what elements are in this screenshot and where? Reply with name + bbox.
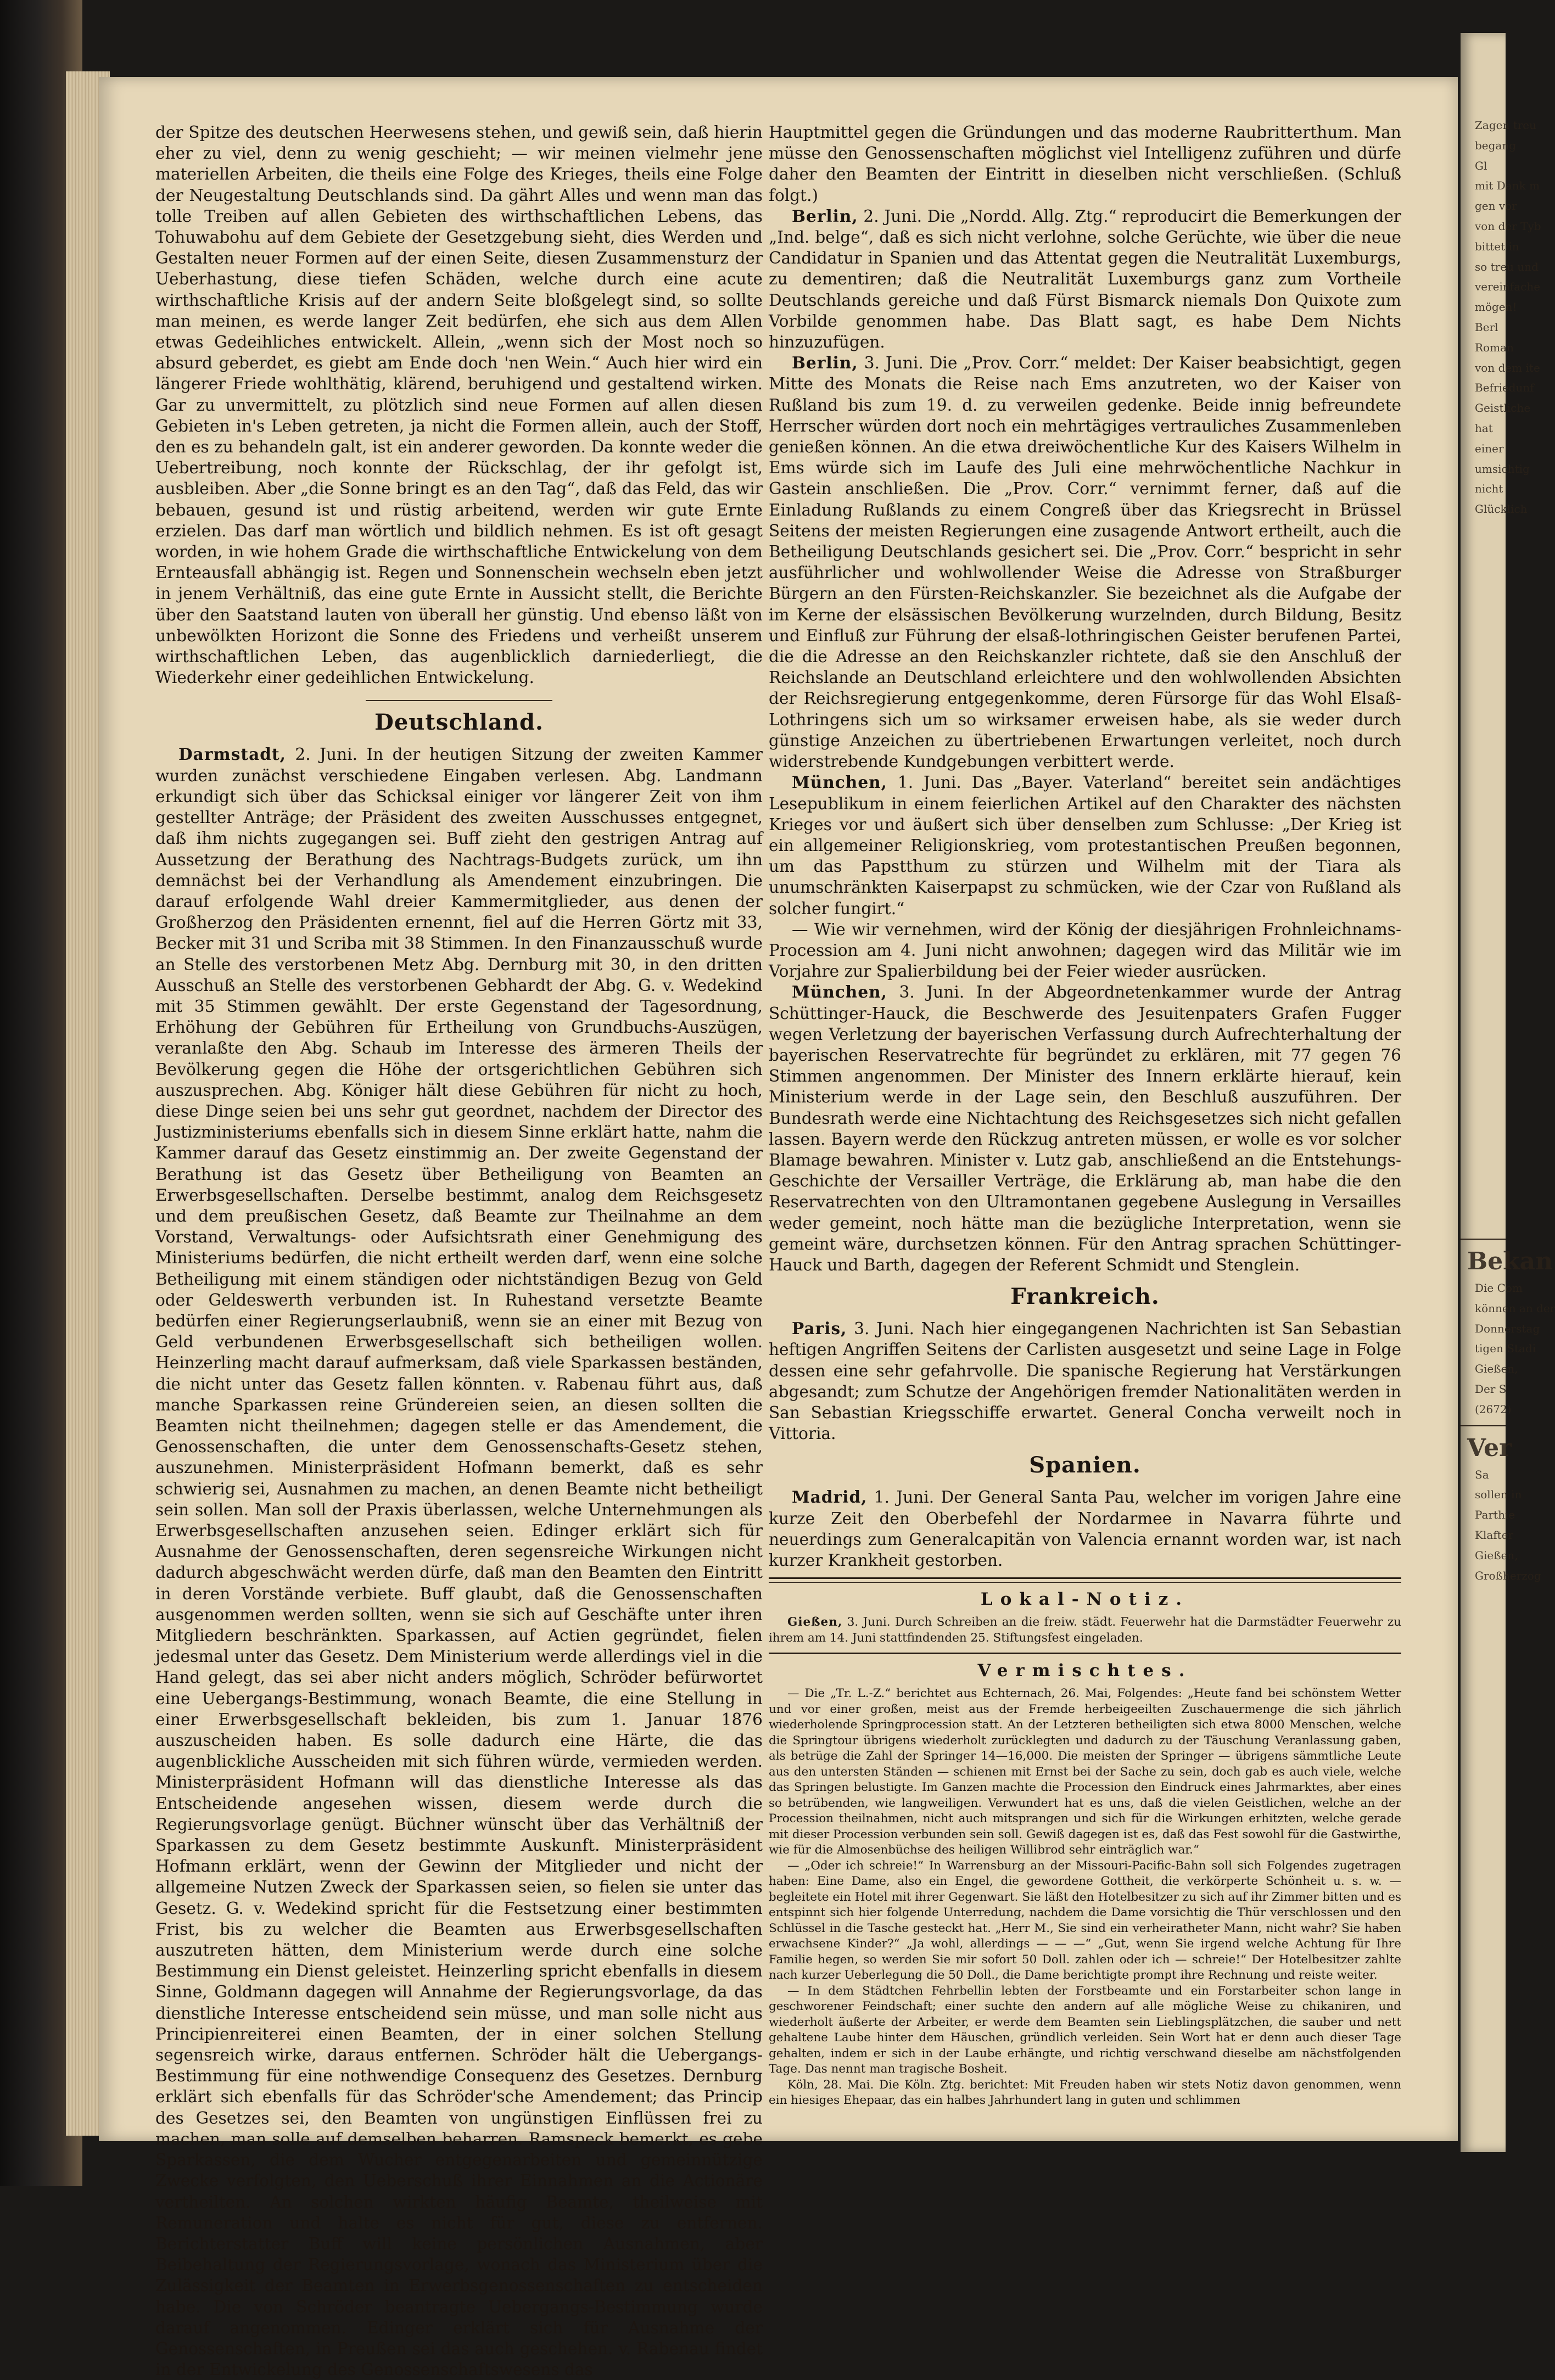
fragment-line: hat: [1475, 421, 1493, 435]
article-text: 3. Juni. In der Abgeordnetenkammer wurde der Antrag Schüttinger-Hauck, die Beschwerde des Jesuitenpaters Grafen Fugger wegen Verletzung der bayerischen Verfassung durch Aufrechterhaltung der bayerischen Reservatrechte für begründet zu erklären, mit 77 gegen 76 Stimmen angenommen. Der Minister des Innern erklärte hierauf, kein Ministerium werde in der Lage sein, den Beschluß auszuführen. Der Bundesrath werde eine Nichtachtung des Reichsgesetzes sich nicht gefallen lassen. Bayern werde den Rückzug antreten müssen, er wolle es vor solcher Blamage bewahren. Minister v. Lutz gab, anschließend an die Entstehungs-Geschichte der Versailler Verträge, die Erklärung ab, man habe die den Reservatrechten von den Ultramontanen gegebene Auslegung in Versailles weder gemeint, noch hätte man die bezügliche Interpretation, wenn sie gemeint wäre, durchsetzen können. Für den Antrag sprachen Schüttinger-Hauck und Barth, dagegen der Referent Schmidt und Stenglein.: [769, 983, 1401, 1274]
fragment-line: (2672): [1475, 1402, 1512, 1416]
fragment-line: können an der: [1475, 1301, 1555, 1315]
fragment-line: vereinfache: [1475, 280, 1541, 294]
fragment-line: einer: [1475, 441, 1504, 455]
article-text: 3. Juni. Die „Prov. Corr.“ meldet: Der Kaiser beabsichtigt, gegen Mitte des Monats die Reise nach Ems anzutreten, wo der Kaiser von Rußland bis zum 19. d. zu verweilen gedenke. Beide innig befreundete Herrscher würden dort noch ein mehrtägiges vertrauliches Zusammenleben genießen können. An die etwa dreiwöchentliche Kur des Kaisers Wilhelm in Ems würde sich im Laufe des Juli eine mehrwöchentliche Nachkur in Gastein anschließen. Die „Prov. Corr.“ vernimmt ferner, daß auf die Einladung Rußlands zu einem Congreß über das Kriegsrecht in Brüssel Seitens der meisten Regierungen eine zusagende Antwort ertheilt, auch die Betheiligung Deutschlands gesichert sei. Die „Prov. Corr.“ bespricht in sehr ausführlicher und wohlwollender Weise die Adresse von Straßburger Bürgern an den Fürsten-Reichskanzler. Sie bezeichnet als die Aufgabe der im Kerne der elsässischen Bevölkerung wurzelnden, durch Bildung, Besitz und Einfluß zur Führung der elsaß-lothringischen Geister berufenen Partei, die die Adresse an den Reichskanzler richtete, daß sie den Anschluß der Reichslande an Deutschland erleichtere und den wohlwollenden Absichten der Reichsregierung entgegenkomme, deren Fürsorge für das Wohl Elsaß-Lothringens sich um so wirksamer erweisen habe, als sie weder durch günstige Anzeichen zu übertriebenen Erwartungen verleitet, noch durch widerstrebende Kundgebungen verbittert werde.: [769, 354, 1401, 771]
section-heading-vermischtes: Vermischtes.: [977, 1661, 1193, 1681]
divider: [366, 700, 552, 701]
fragment-line: Die Com: [1475, 1281, 1523, 1295]
fragment-line: bittet in: [1475, 239, 1519, 253]
article-darmstadt: [155, 744, 763, 2380]
fragment-line: Der S: [1475, 1382, 1507, 1396]
fragment-line: Gießen,: [1475, 1362, 1518, 1376]
local-news: [769, 1615, 1401, 1646]
fragment-line: Befriedunf: [1475, 381, 1534, 395]
fragment-line: so treu und: [1475, 260, 1539, 273]
fragment-line: von der Tyb: [1475, 219, 1541, 233]
miscellaneous-news: [769, 1686, 1401, 2109]
intro-paragraph: der Spitze des deutschen Heerwesens stehen, und gewiß sein, daß hierin eher zu viel, denn zu wenig geschieht; — wir meinen vielmehr jene materiellen Arbeiten, die theils eine Folge des Krieges, theils eine Folge der Neugestaltung Deutschlands sind. Da gährt Alles und wenn man das tolle Treiben auf allen Gebieten des wirthschaftlichen Lebens, das Tohuwabohu auf dem Gebiete der Gesetzgebung sieht, dies Werden und Gestalten neuer Formen auf der einen Seite, diesen Zusammensturz der Ueberhastung, diese tiefen Schäden, welche durch eine acute wirthschaftliche Krisis auf der andern Seite bloßgelegt sind, so sollte man meinen, es werde langer Zeit bedürfen, ehe sich aus dem Allen etwas Gedeihliches entwickelt. Allein, „wenn sich der Most noch so absurd geberdet, es giebt am Ende doch 'nen Wein.“ Auch hier wird ein längerer Friede wohlthätig, klärend, beruhigend und gestaltend wirken. Gar zu unvermittelt, zu plötzlich sind neue Formen auf allen diesen Gebieten in's Leben getreten, ja nicht die Formen allein, auch der Stoff, den es zu behandeln galt, ist ein anderer geworden. Da konnte weder die Uebertreibung, noch konnte der Rückschlag, der ihr gefolgt ist, ausbleiben. Aber „die Sonne bringt es an den Tag“, daß das Feld, das wir bebauen, gesund ist und rüstig arbeitend, werden wir gute Ernte erzielen. Das darf man wörtlich und bildlich nehmen. Es ist oft gesagt worden, in wie hohem Grade die wirthschaftliche Entwickelung von dem Ernteausfall abhängig ist. Regen und Sonnenschein wechseln eben jetzt in jenem Verhältniß, das eine gute Ernte in Aussicht stellt, die Berichte über den Saatstand lauten von überall her günstig. Und ebenso läßt von unbewölkten Horizont die Sonne des Friedens und verheißt unserem wirthschaftlichen Leben, das augenblicklich darniederliegt, die Wiederkehr einer gedeihlichen Entwickelung.: [155, 123, 763, 687]
article-text: 3. Juni. Durch Schreiben an die freiw. städt. Feuerwehr hat die Darmstädter Feuerwehr zu ihrem am 14. Juni stattfindenden 25. Stiftungsfest eingeladen.: [769, 1615, 1401, 1645]
dateline: Gießen,: [787, 1615, 843, 1629]
misc-item: — Die „Tr. L.-Z.“ berichtet aus Echternach, 26. Mai, Folgendes: „Heute fand bei schönstem Wetter und vor einer großen, meist aus der Fremde herbeigeeilten Zuschauermenge die sich jährlich wiederholende Springprocession statt. An der Letzteren betheiligten sich etwa 8000 Menschen, welche die Springtour übrigens wiederholt zurücklegten und dadurch zu der Täuschung Veranlassung gaben, als betrüge die Zahl der Springer 14—16,000. Die meisten der Springer — übrigens sämmtliche Leute aus den untersten Ständen — schienen mit Ernst bei der Sache zu sein, doch gab es auch viele, welche das Springen belustigte. Im Ganzen machte die Procession den Eindruck eines Jahrmarktes, aber eines so betrübenden, wie langweiligen. Verwundert hat es uns, daß die vielen Geistlichen, welche an der Procession theilnahmen, nicht auch mitsprangen und sich für die Wirkungen erhitzten, welche gerade mit dieser Procession verbunden sein soll. Gewiß dagegen ist es, daß das Fest sowohl für die Gastwirthe, wie für die Almosenbüchse des heiligen Willibrod sehr einträglich war.“: [769, 1687, 1401, 1857]
adjacent-page-fragment: [1461, 33, 1555, 2152]
fragment-line: Geistliche: [1475, 401, 1531, 415]
dateline: Berlin,: [792, 206, 858, 226]
fragment-heading: Ver: [1467, 1433, 1512, 1462]
divider: [1461, 1239, 1506, 1240]
fragment-line: Berl: [1475, 320, 1498, 334]
dateline: München,: [792, 982, 887, 1002]
dateline: München,: [792, 772, 887, 792]
article-muenchen-1: [769, 772, 1401, 919]
article-berlin-2: [769, 352, 1401, 772]
article-madrid: [769, 1487, 1401, 1571]
article-text: 1. Juni. Der General Santa Pau, welcher im vorigen Jahre eine kurze Zeit den Oberbefehl der Nordarmee in Navarra führte und neuerdings zum Generalcapitän von Valencia ernannt worden war, ist nach kurzer Krankheit gestorben.: [769, 1488, 1401, 1570]
fragment-line: begang: [1475, 138, 1517, 152]
fragment-line: gen vor: [1475, 199, 1517, 213]
fragment-line: Sa: [1475, 1468, 1489, 1481]
dateline: Madrid,: [792, 1487, 868, 1507]
fragment-line: Zagen treu: [1475, 119, 1537, 132]
divider: [1461, 1425, 1506, 1426]
misc-item: — In dem Städtchen Fehrbellin lebten der Forstbeamte und ein Forstarbeiter schon lange in geschworener Feindschaft; einer suchte den andern auf alle mögliche Weise zu chikaniren, und wiederholt äußerte der Arbeiter, er werde dem Beamten sein Lieblingsplätzchen, die sauber und nett gehaltene Laube hinter dem Häuschen, gründlich verleiden. Sein Wort hat er denn auch dieser Tage gehalten, indem er sich in der Laube erhängte, und richtig verschwand dieselbe am nächstfolgenden Tage. Das nennt man tragische Bosheit.: [769, 1984, 1401, 2076]
fragment-line: von dem ite: [1475, 361, 1540, 374]
right-column: [769, 122, 1401, 2109]
fragment-line: Parthie: [1475, 1508, 1515, 1522]
fragment-line: tigen Stadi: [1475, 1342, 1536, 1356]
article-muenchen-1-note: — Wie wir vernehmen, wird der König der diesjährigen Frohnleichnams-Procession am 4. Juni nicht anwohnen; dagegen wird das Militär wie im Vorjahre zur Spalierbildung bei der Feier wieder ausrücken.: [769, 920, 1401, 981]
fragment-line: Roman: [1475, 340, 1514, 354]
fragment-line: mit Dank m: [1475, 179, 1540, 193]
article-text: 2. Juni. In der heutigen Sitzung der zweiten Kammer wurden zunächst verschiedene Eingaben verlesen. Abg. Landmann erkundigt sich über das Schicksal einiger vor längerer Zeit von ihm gestellter Anträge; der Präsident des zweiten Ausschusses entgegnet, daß ihm nichts zugegangen sei. Buff zieht den gestrigen Antrag auf Aussetzung der Berathung des Nachtrags-Budgets zurück, um ihn demnächst bei der Verhandlung als Amendement einzubringen. Die darauf erfolgende Wahl dreier Kammermitglieder, aus denen der Großherzog den Präsidenten ernennt, fiel auf die Herren Görtz mit 33, Becker mit 31 und Scriba mit 38 Stimmen. In den Finanzausschuß wurde an Stelle des verstorbenen Metz Abg. Dernburg mit 30, in den dritten Ausschuß an Stelle des verstorbenen Gebhardt der Abg. G. v. Wedekind mit 35 Stimmen gewählt. Der erste Gegenstand der Tagesordnung, Erhöhung der Gebühren für Ertheilung von Grundbuchs-Auszügen, veranlaßte den Abg. Schaub im Interesse des ärmeren Theils der Bevölkerung gegen die Höhe der ortsgerichtlichen Gebühren sich auszusprechen. Abg. Königer hält diese Gebühren für nicht zu hoch, diese Dinge seien bei uns sehr gut geordnet, nachdem der Director des Justizministeriums ebenfalls sich in diesem Sinne erklärt hatte, nahm die Kammer darauf das Gesetz einstimmig an. Der zweite Gegenstand der Berathung ist das Gesetz über Betheiligung von Beamten an Erwerbsgesellschaften. Derselbe bestimmt, analog dem Reichsgesetz und dem preußischen Gesetz, daß Beamte zur Theilnahme an dem Vorstand, Verwaltungs- oder Aufsichtsrath einer Genehmigung des Ministeriums bedürfen, die nicht ertheilt werden darf, wenn eine solche Betheiligung mit einem ständigen oder nichtständigen Bezug von Geld oder Geldeswerth verbunden ist. In Ruhestand versetzte Beamte bedürfen einer Regierungserlaubniß, wenn sie an einer mit Bezug von Geld verbundenen Erwerbsgesellschaft sich betheiligen wollen. Heinzerling macht darauf aufmerksam, daß viele Sparkassen beständen, die nicht unter das Gesetz fallen könnten. v. Rabenau führt aus, daß manche Sparkassen reine Gründereien seien, an diesen sollten die Beamten nicht theilnehmen; dagegen stelle er das Amendement, die Genossenschaften, die unter dem Genossenschafts-Gesetz stehen, auszunehmen. Ministerpräsident Hofmann bemerkt, daß es sehr schwierig sei, Ausnahmen zu machen, an denen Beamte nicht betheiligt sein sollen. Man soll der Praxis überlassen, welche Unternehmungen als Erwerbsgesellschaften anzusehen seien. Edinger erklärt sich für Ausnahme der Genossenschaften, deren segensreiche Wirkungen nicht dadurch abgeschwächt werden dürfe, daß man den Beamten den Eintritt in deren Vorstände verbiete. Buff glaubt, daß die Genossenschaften ausgenommen werden sollten, wenn sie sich auf Geschäfte unter ihren Mitgliedern beschränkten. Sparkassen, auf Actien gegründet, fielen jedesmal unter das Gesetz. Dem Ministerium werde allerdings viel in die Hand gelegt, das sei aber nicht anders möglich, Schröder befürwortet eine Uebergangs-Bestimmung, wonach Beamte, die eine Stellung in einer Erwerbsgesellschaft bekleiden, bis zum 1. Januar 1876 auszuscheiden haben. Es solle dadurch eine Härte, die das augenblickliche Ausscheiden mit sich führen würde, vermieden werden. Ministerpräsident Hofmann will das dienstliche Interesse als das Entscheidende angesehen wissen, diesem werde durch die Regierungsvorlage genügt. Büchner wünscht über das Verhältniß der Sparkassen zu dem Gesetz bestimmte Auskunft. Ministerpräsident Hofmann erklärt, wenn der Gewinn der Mitglieder und nicht der allgemeine Nutzen Zweck der Sparkassen seien, so fielen sie unter das Gesetz. G. v. Wedekind spricht für die Festsetzung einer bestimmten Frist, bis zu welcher die Beamten aus Erwerbsgesellschaften auszutreten hätten, dem Ministerium werde durch eine solche Bestimmung ein Dienst geleistet. Heinzerling spricht ebenfalls in diesem Sinne, Goldmann dagegen will Annahme der Regierungsvorlage, da das dienstliche Interesse entscheidend sein müsse, und man solle nicht aus Principienreiterei einen Beamten, der in einer solchen Stellung segensreich wirke, daraus entfernen. Schröder hält die Uebergangs-Bestimmung für eine nothwendige Consequenz des Gesetzes. Dernburg erklärt sich ebenfalls für das Schröder'sche Amendement; das Princip des Gesetzes sei, den Beamten von ungünstigen Einflüssen frei zu machen, man solle auf demselben beharren. Ramspeck bemerkt, es gebe Sparkassen, die dem Wucher entgegenarbeiten und gemeinnützige Zwecke verfolgten, den Ueberschuß ihrer Einnahmen an die Actionäre vertheilten. An solchen wirkten häufig Beamte, theilweise mit Remuneration und halte es nicht für gut, diese zu entfernen. Berichterstatter Buff will keine persönlichen Ausnahmen, aber Beibehaltung der Regierungsvorlage, wonach das Ministerium über die Zulässigkeit der Beamten in Erwerbsgenossenschaften zu entscheiden habe. Die von Schröder beantragte Uebergangs-Bestimmung wurde darauf angenommen. Edinger erklärt sich für Ausnahme der Genossenschaften, in Preußen sei das auch geschehen. v. Rabenau findet in der Entwickelung des Genossenschaftswesens das: [155, 745, 763, 2379]
divider: [769, 1653, 1401, 1654]
divider: [769, 1582, 1401, 1583]
article-paris: [769, 1318, 1401, 1444]
fragment-line: nicht: [1475, 482, 1503, 496]
fragment-line: Donnerstag: [1475, 1321, 1540, 1335]
section-heading-spanien: Spanien.: [1029, 1452, 1141, 1479]
divider: [769, 1577, 1401, 1579]
dateline: Berlin,: [792, 353, 858, 373]
fragment-heading: Bekan: [1467, 1247, 1553, 1275]
continued-paragraph: Hauptmittel gegen die Gründungen und das moderne Raubritterthum. Man müsse den Genossenschaften möglichst viel Intelligenz zuführen und dürfe daher den Beamten der Eintritt in dieselben nicht verschließen. (Schluß folgt.): [769, 123, 1401, 205]
article-text: 1. Juni. Das „Bayer. Vaterland“ bereitet sein andächtiges Lesepublikum in einem feierlichen Artikel auf den Charakter des nächsten Krieges vor und äußert sich über denselben zum Schlusse: „Der Krieg ist ein allgemeiner Religionskrieg, vom protestantischen Preußen begonnen, um das Papstthum zu stürzen und Wilhelm mit der Tiara als unumschränkten Kaiserpapst zu schmücken, wie der Czar von Rußland als solcher fungirt.“: [769, 773, 1401, 918]
article-berlin-1: [769, 206, 1401, 352]
dateline: Darmstadt,: [178, 744, 286, 764]
article-giessen: [769, 1615, 1401, 1646]
dateline: Paris,: [792, 1319, 847, 1339]
section-heading-deutschland: Deutschland.: [374, 709, 544, 736]
fragment-line: Gießen,: [1475, 1548, 1518, 1562]
article-text: 3. Juni. Nach hier eingegangenen Nachrichten ist San Sebastian heftigen Angriffen Seitens der Carlisten ausgesetzt und seine Lage in Folge dessen eine sehr gefahrvolle. Die spanische Regierung hat Verstärkungen abgesandt; zum Schutze der Angehörigen fremder Nationalitäten werden in San Sebastian Kriegsschiffe erwartet. General Concha verweilt noch in Vittoria.: [769, 1319, 1401, 1443]
fragment-line: mögen!: [1475, 300, 1517, 314]
fragment-line: Klafter: [1475, 1528, 1514, 1542]
fragment-line: Glücklich: [1475, 502, 1528, 516]
fragment-line: sollen in: [1475, 1488, 1522, 1502]
section-heading-lokal: Lokal-Notiz.: [980, 1589, 1190, 1610]
fragment-line: Gl: [1475, 159, 1487, 172]
misc-item: — „Oder ich schreie!“ In Warrensburg an der Missouri-Pacific-Bahn soll sich Folgendes zugetragen haben: Eine Dame, also ein Engel, die gewordene Gottheit, die verkörperte Schönheit u. s. w. — begleitete ein Hotel mit ihrer Gegenwart. Sie läßt den Hotelbesitzer zu sich auf ihr Zimmer bitten und es entspinnt sich hier folgende Unterredung, nachdem die Dame vorsichtig die Thür verschlossen und den Schlüssel in die Tasche gesteckt hat. „Herr M., Sie sind ein verheiratheter Mann, nicht wahr? Sie haben erwachsene Kinder?“ „Ja wohl, allerdings — — —“ „Gut, wenn Sie irgend welche Achtung für Ihre Familie hegen, so werden Sie mir sofort 50 Doll. zahlen oder ich — schreie!“ Der Hotelbesitzer zahlte nach kurzer Ueberlegung die 50 Doll., die Dame berichtigte prompt ihre Rechnung und reiste weiter.: [769, 1858, 1401, 1983]
misc-item: Köln, 28. Mai. Die Köln. Ztg. berichtet: Mit Freuden haben wir stets Notiz davon genommen, wenn ein hiesiges Ehepaar, das ein halbes Jahrhundert lang in guten und schlimmen: [769, 2077, 1401, 2108]
left-column: [155, 122, 763, 2380]
fragment-line: umsichtig: [1475, 462, 1530, 475]
section-heading-frankreich: Frankreich.: [1010, 1284, 1160, 1310]
article-text: 2. Juni. Die „Nordd. Allg. Ztg.“ reproducirt die Bemerkungen der „Ind. belge“, daß es sich nicht verlohne, solche Gerüchte, wie über die neue Candidatur in Spanien und das Attentat gegen die Neutralität Luxemburgs, zu dementiren; daß die Neutralität Luxemburgs ganz zum Vortheile Deutschlands gereiche und daß Fürst Bismarck niemals Don Quixote zum Vorbilde genommen habe. Das Blatt sagt, es habe Dem Nichts hinzuzufügen.: [769, 206, 1401, 352]
fragment-line: Großherzog: [1475, 1569, 1541, 1582]
article-muenchen-2: [769, 982, 1401, 1275]
